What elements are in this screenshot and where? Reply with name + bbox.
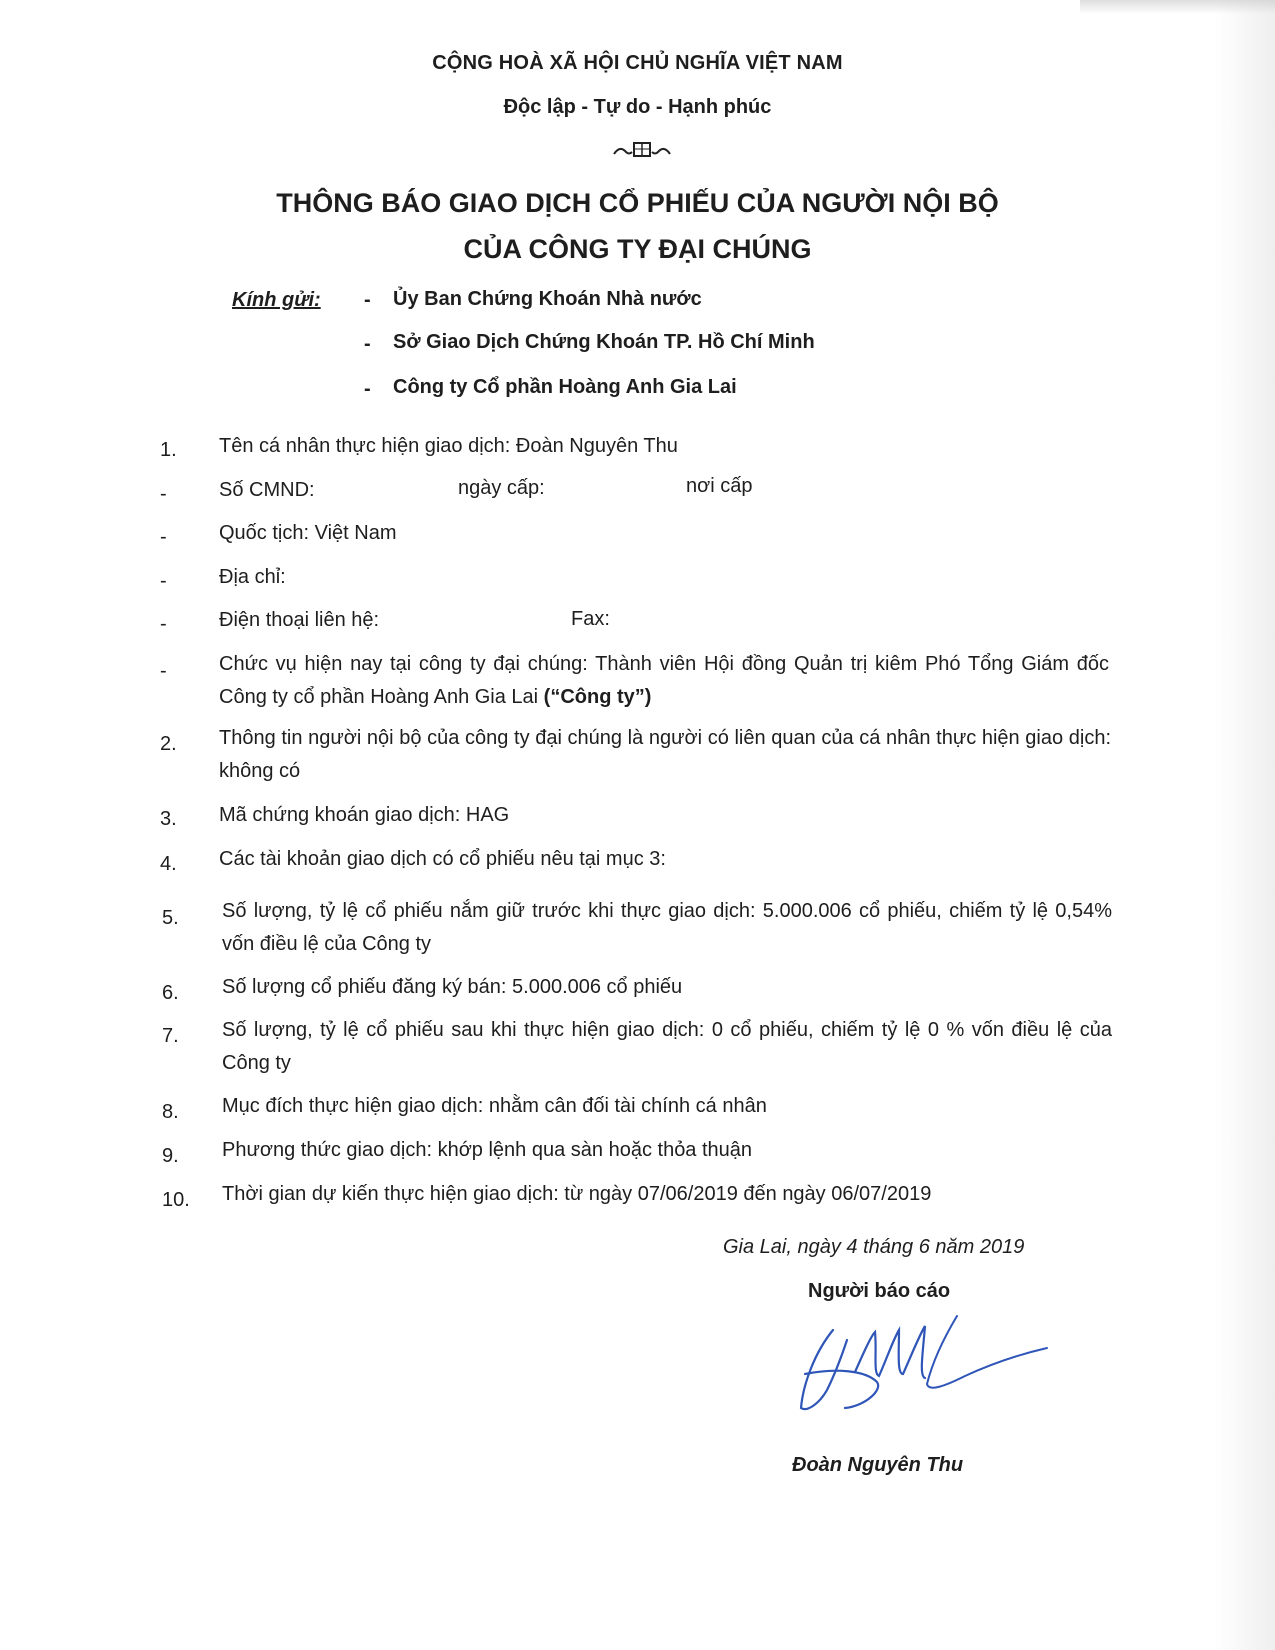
item-marker: 9. [162,1145,179,1167]
item-marker: 4. [160,853,177,875]
item-time: Thời gian dự kiến thực hiện giao dịch: từ ngày 07/06/2019 đến ngày 06/07/2019 [222,1183,932,1205]
decorative-divider-icon [612,138,672,162]
item-marker: 7. [162,1025,179,1047]
item-registered-sell: Số lượng cổ phiếu đăng ký bán: 5.000.006 cổ phiếu [222,976,683,998]
issue-date-label: ngày cấp: [458,477,545,499]
item-marker: 5. [162,907,179,929]
fax-label: Fax: [571,608,610,630]
company-alias: (“Công ty”) [543,686,652,708]
item-marker: 10. [162,1189,190,1211]
item-marker: 1. [160,439,177,461]
signer-title: Người báo cáo [808,1280,951,1302]
recipient-dash: - [364,333,371,355]
item-marker: 8. [162,1101,179,1123]
item-trader-name: Tên cá nhân thực hiện giao dịch: Đoàn Nguyên Thu [219,435,678,457]
scan-top-shadow [1080,0,1275,14]
item-purpose: Mục đích thực hiện giao dịch: nhằm cân đối tài chính cá nhân [222,1095,767,1117]
item-method: Phương thức giao dịch: khớp lệnh qua sàn hoặc thỏa thuận [222,1139,753,1161]
item-address: Địa chỉ: [219,566,286,588]
item-marker: - [160,613,167,635]
item-marker: - [160,483,167,505]
id-card-label: Số CMND: [219,479,315,501]
item-position [219,648,1109,714]
item-stock-code: Mã chứng khoán giao dịch: HAG [219,804,510,826]
item-nationality: Quốc tịch: Việt Nam [219,522,397,544]
item-holdings-after: Số lượng, tỷ lệ cổ phiếu sau khi thực hiện giao dịch: 0 cổ phiếu, chiếm tỷ lệ 0 % vốn điều lệ của Công ty [222,1019,1112,1074]
position-text: Chức vụ hiện nay tại công ty đại chúng: Thành viên Hội đồng Quản trị kiêm Phó Tổng Giám đốc Công ty cổ phần Hoàng Anh Gia Lai [219,653,1109,708]
place-date: Gia Lai, ngày 4 tháng 6 năm 2019 [723,1236,1025,1258]
item-holdings-before: Số lượng, tỷ lệ cổ phiếu nắm giữ trước khi thực giao dịch: 5.000.006 cổ phiếu, chiếm tỷ lệ 0,54% vốn điều lệ của Công ty [222,900,1112,955]
document-title [0,180,1275,272]
recipient-1: Ủy Ban Chứng Khoán Nhà nước [393,288,702,310]
signer-name: Đoàn Nguyên Thu [792,1454,964,1476]
item-marker: - [160,570,167,592]
recipient-dash: - [364,289,371,311]
item-insider-info: Thông tin người nội bộ của công ty đại chúng là người có liên quan của cá nhân thực hiện giao dịch: không có [219,727,1111,782]
recipients-label: Kính gửi: [232,289,321,311]
recipient-dash: - [364,378,371,400]
item-marker: 2. [160,733,177,755]
nation-header: CỘNG HOÀ XÃ HỘI CHỦ NGHĨA VIỆT NAM [432,52,843,74]
title-line-1: THÔNG BÁO GIAO DỊCH CỔ PHIẾU CỦA NGƯỜI NỘI BỘ [276,188,999,218]
recipient-3: Công ty Cổ phần Hoàng Anh Gia Lai [393,376,737,398]
title-line-2: CỦA CÔNG TY ĐẠI CHÚNG [463,234,812,264]
item-marker: 6. [162,982,179,1004]
recipient-2: Sở Giao Dịch Chứng Khoán TP. Hồ Chí Minh [393,331,815,353]
phone-label: Điện thoại liên hệ: [219,609,380,631]
item-accounts: Các tài khoản giao dịch có cổ phiếu nêu tại mục 3: [219,848,666,870]
handwritten-signature [795,1312,1055,1422]
motto: Độc lập - Tự do - Hạnh phúc [503,96,772,118]
item-marker: 3. [160,808,177,830]
item-marker: - [160,660,167,682]
issue-place-label: nơi cấp [686,475,753,497]
item-marker: - [160,526,167,548]
